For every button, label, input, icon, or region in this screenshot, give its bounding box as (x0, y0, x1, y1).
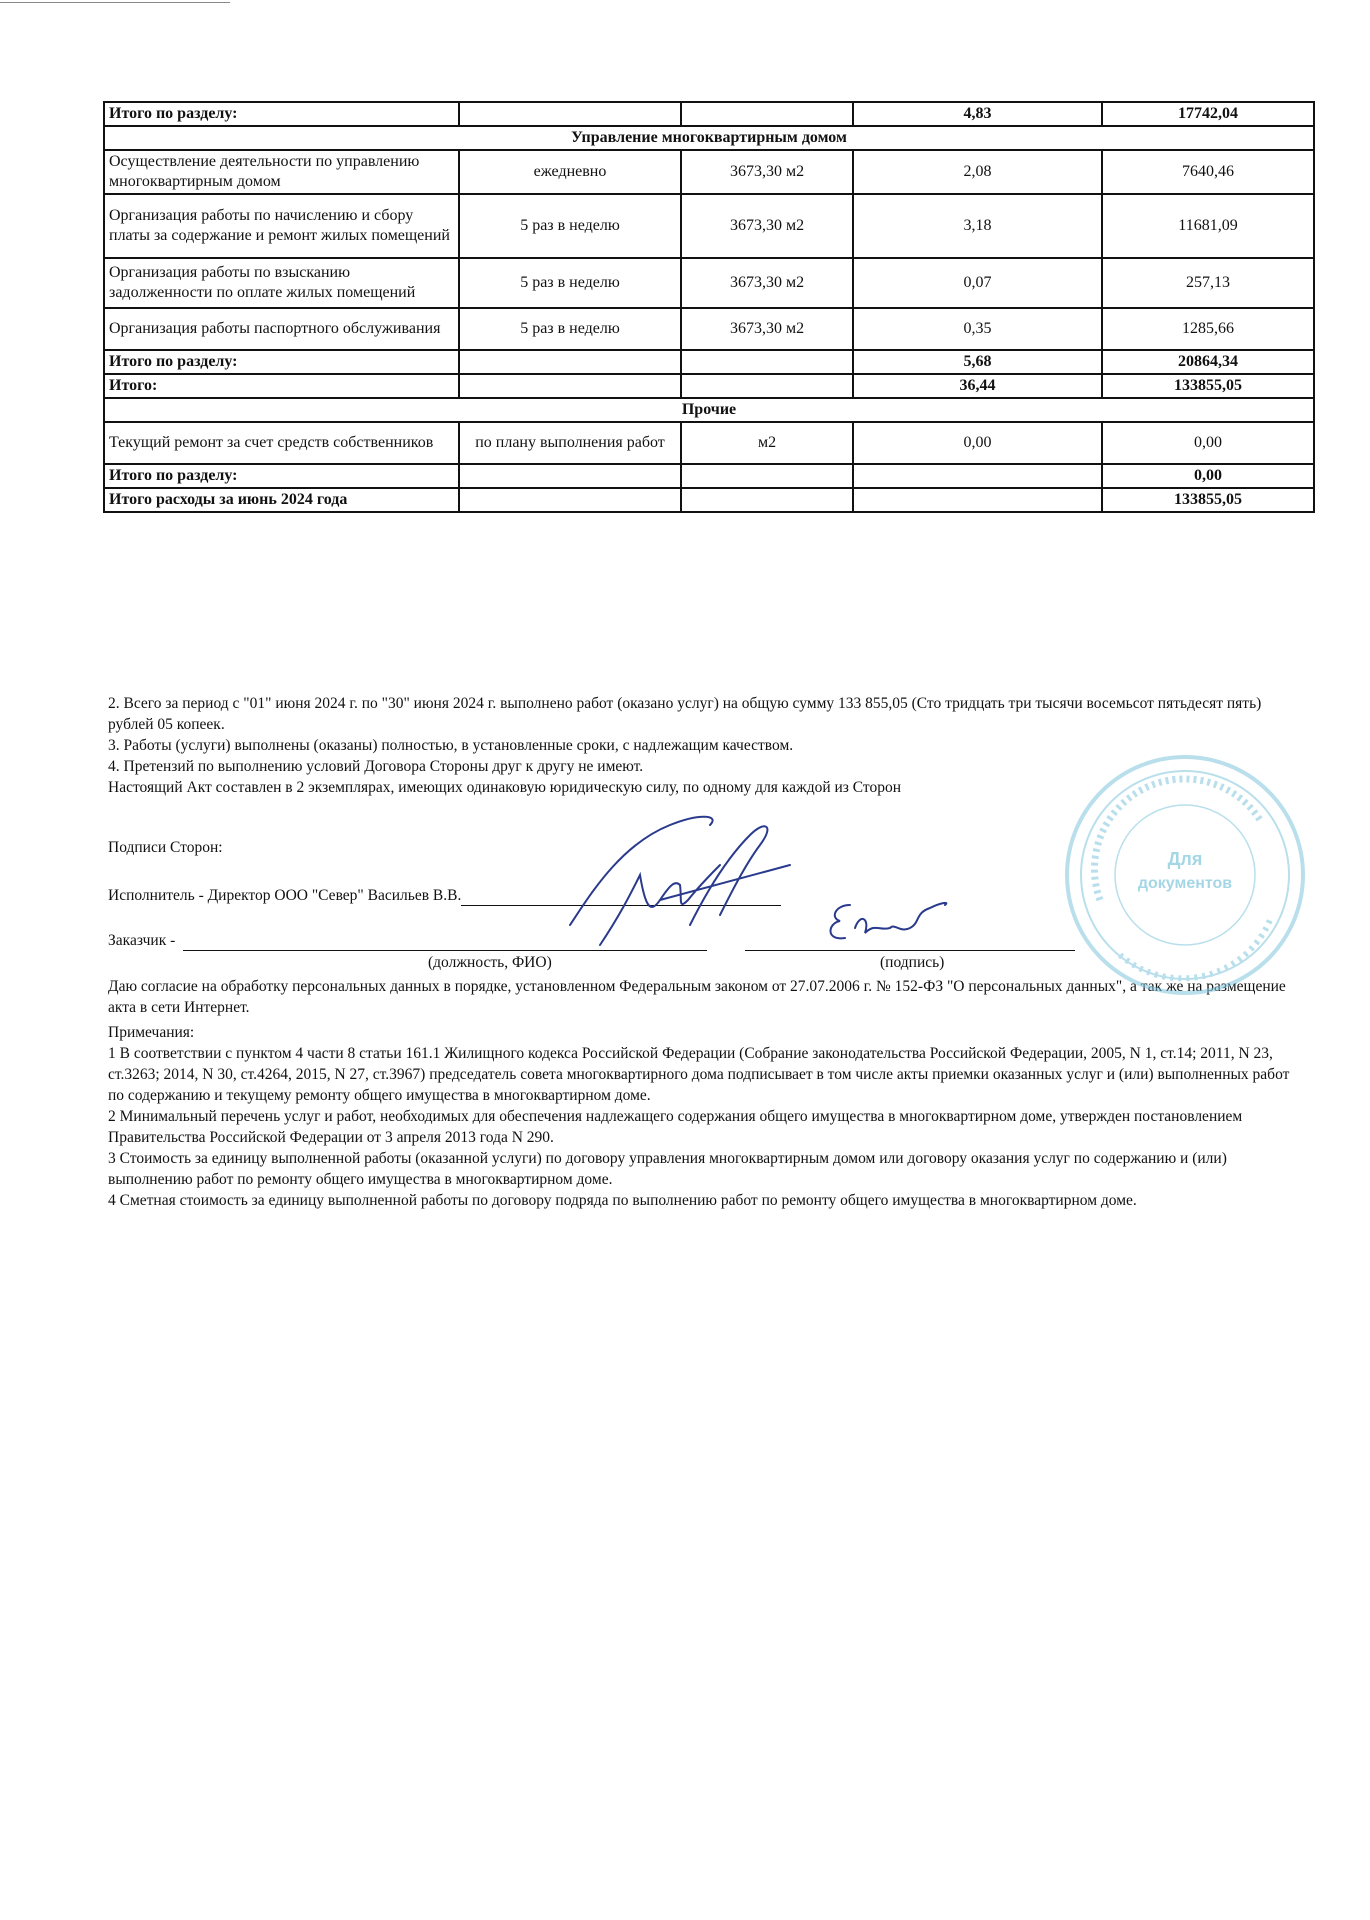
sum-cell: 133855,05 (1102, 374, 1314, 398)
rate-cell: 3,18 (853, 194, 1102, 258)
stamp-text-top: Для (1167, 849, 1203, 869)
frequency-cell: ежедневно (459, 150, 681, 194)
note-1: 1 В соответствии с пунктом 4 части 8 статьи 161.1 Жилищного кодекса Российской Федерации (Собрание законодательства Российской Федерации, 2005, N 1, ст.14; 2011, N 23, ст.3263; 2014, N 30, ст.4264, 2015, N 27, ст.3967) председатель совета многоквартирного дома подписывает в том числе акты приемки оказанных услуг и (или) выполненных работ по содержанию и текущему ремонту общего имущества в многоквартирном доме. (108, 1045, 1290, 1104)
caption-position: (должность, ФИО) (428, 954, 552, 971)
table-row (104, 464, 1314, 488)
table-row (104, 194, 1314, 258)
expenses-table-body (104, 102, 1314, 512)
area-cell (681, 374, 853, 398)
rate-cell: 36,44 (853, 374, 1102, 398)
area-cell (681, 488, 853, 512)
frequency-cell: по плану выполнения работ (459, 422, 681, 464)
row-label: Итого по разделу: (104, 464, 459, 488)
table-row (104, 150, 1314, 194)
sum-cell: 11681,09 (1102, 194, 1314, 258)
table-row (104, 102, 1314, 126)
paragraph-4: 4. Претензий по выполнению условий Договора Стороны друг к другу не имеют. (108, 758, 644, 775)
row-label: Текущий ремонт за счет средств собственников (104, 422, 459, 464)
table-row (104, 374, 1314, 398)
table-row (104, 308, 1314, 350)
frequency-cell (459, 350, 681, 374)
row-label: Итого расходы за июнь 2024 года (104, 488, 459, 512)
rate-cell: 0,00 (853, 422, 1102, 464)
note-3: 3 Стоимость за единицу выполненной работы (оказанной услуги) по договору управления многоквартирным домом или договору оказания услуг по содержанию и (или) выполнению работ по ремонту общего имущества в многоквартирном доме. (108, 1150, 1227, 1188)
rate-cell: 5,68 (853, 350, 1102, 374)
consent-text: Даю согласие на обработку персональных данных в порядке, установленном Федеральным законом от 27.07.2006 г. № 152-ФЗ "О персональных данных", а так же на размещение акта в сети Интернет. (108, 978, 1286, 1016)
area-cell (681, 464, 853, 488)
rate-cell (853, 464, 1102, 488)
sum-cell: 1285,66 (1102, 308, 1314, 350)
frequency-cell (459, 102, 681, 126)
sum-cell: 0,00 (1102, 422, 1314, 464)
frequency-cell (459, 464, 681, 488)
row-label: Итого по разделу: (104, 102, 459, 126)
rate-cell: 2,08 (853, 150, 1102, 194)
table-row (104, 422, 1314, 464)
row-label: Осуществление деятельности по управлению многоквартирным домом (104, 150, 459, 194)
area-cell (681, 350, 853, 374)
expenses-table-container (103, 101, 1313, 513)
rate-cell: 4,83 (853, 102, 1102, 126)
sum-cell: 133855,05 (1102, 488, 1314, 512)
executor-handwritten-signature (560, 805, 820, 955)
table-row (104, 488, 1314, 512)
frequency-cell: 5 раз в неделю (459, 258, 681, 308)
frequency-cell: 5 раз в неделю (459, 308, 681, 350)
executor-label: Исполнитель - Директор ООО "Север" Васильев В.В. (108, 887, 462, 904)
scan-edge-line (0, 2, 230, 3)
row-label: Итого: (104, 374, 459, 398)
area-cell: 3673,30 м2 (681, 150, 853, 194)
frequency-cell (459, 488, 681, 512)
area-cell (681, 102, 853, 126)
expenses-table (103, 101, 1315, 513)
rate-cell: 0,35 (853, 308, 1102, 350)
sum-cell: 257,13 (1102, 258, 1314, 308)
sum-cell: 7640,46 (1102, 150, 1314, 194)
table-row (104, 126, 1314, 150)
paragraph-2: 2. Всего за период с "01" июня 2024 г. по "30" июня 2024 г. выполнено работ (оказано услуг) на общую сумму 133 855,05 (Сто тридцать три тысячи восемьсот пятьдесят пять) рублей 05 копеек. (108, 695, 1262, 733)
area-cell: 3673,30 м2 (681, 308, 853, 350)
paragraph-copies: Настоящий Акт составлен в 2 экземплярах, имеющих одинаковую юридическую силу, по одному для каждой из Сторон (108, 779, 902, 796)
table-row (104, 350, 1314, 374)
sum-cell: 0,00 (1102, 464, 1314, 488)
frequency-cell: 5 раз в неделю (459, 194, 681, 258)
customer-handwritten-signature (820, 893, 960, 953)
organization-stamp (1060, 750, 1310, 1000)
row-label: Организация работы по начислению и сбору платы за содержание и ремонт жилых помещений (104, 194, 459, 258)
row-label: Организация работы паспортного обслуживания (104, 308, 459, 350)
area-cell: 3673,30 м2 (681, 194, 853, 258)
notes (108, 1022, 1308, 1211)
table-row (104, 258, 1314, 308)
sum-cell: 17742,04 (1102, 102, 1314, 126)
note-4: 4 Сметная стоимость за единицу выполненной работы по договору подряда по выполнению работ по ремонту общего имущества в многоквартирном доме. (108, 1192, 1137, 1209)
paragraph-3: 3. Работы (услуги) выполнены (оказаны) полностью, в установленные сроки, с надлежащим качеством. (108, 737, 794, 754)
area-cell: м2 (681, 422, 853, 464)
notes-heading: Примечания: (108, 1024, 195, 1041)
note-2: 2 Минимальный перечень услуг и работ, необходимых для обеспечения надлежащего содержания общего имущества в многоквартирном доме, утвержден постановлением Правительства Российской Федерации от 3 апреля 2013 года N 290. (108, 1108, 1243, 1146)
rate-cell (853, 488, 1102, 512)
row-label: Организация работы по взысканию задолженности по оплате жилых помещений (104, 258, 459, 308)
area-cell: 3673,30 м2 (681, 258, 853, 308)
table-row (104, 398, 1314, 422)
customer-label: Заказчик - (108, 932, 176, 949)
sum-cell: 20864,34 (1102, 350, 1314, 374)
row-label: Итого по разделу: (104, 350, 459, 374)
section-header: Управление многоквартирным домом (104, 126, 1314, 150)
caption-signature: (подпись) (880, 954, 945, 971)
frequency-cell (459, 374, 681, 398)
rate-cell: 0,07 (853, 258, 1102, 308)
section-header: Прочие (104, 398, 1314, 422)
stamp-text-bottom: документов (1137, 875, 1233, 892)
signatures-heading: Подписи Сторон: (108, 839, 223, 856)
